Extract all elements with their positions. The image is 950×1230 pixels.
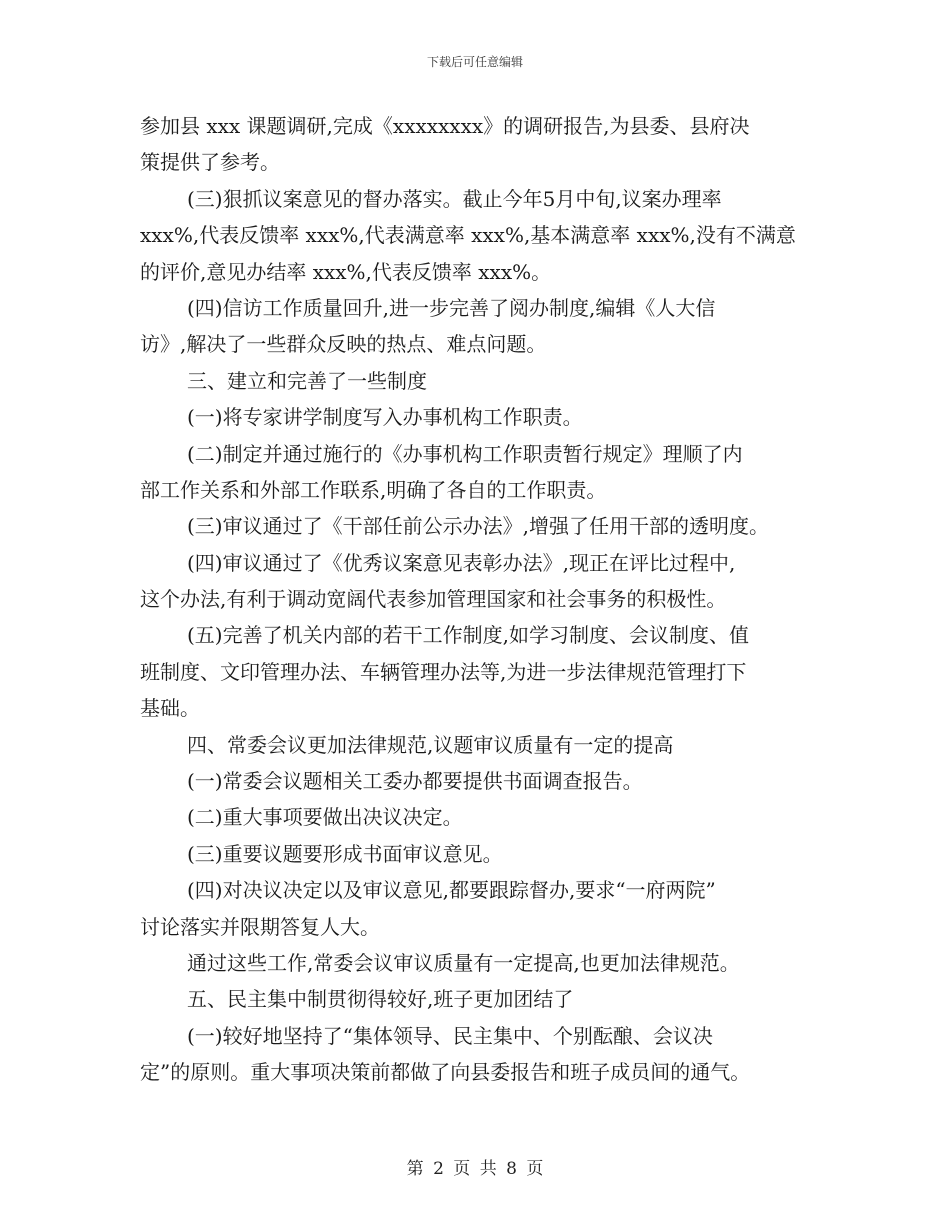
text-line: (五)完善了机关内部的若干工作制度,如学习制度、会议制度、值 — [187, 623, 749, 648]
text-line: (一)常委会议题相关工委办都要提供书面调查报告。 — [187, 769, 643, 794]
text-line: (三)重要议题要形成书面审议意见。 — [187, 841, 503, 866]
text-line: 部工作关系和外部工作联系,明确了各自的工作职责。 — [140, 477, 607, 502]
document-body — [140, 108, 830, 1091]
page-footer: 第 2 页 共 8 页 — [406, 1159, 544, 1179]
text-line: 三、建立和完善了一些制度 — [187, 368, 427, 393]
text-line: 四、常委会议更加法律规范,议题审议质量有一定的提高 — [187, 732, 674, 757]
text-line: 班制度、文印管理办法、车辆管理办法等,为进一步法律规范管理打下 — [140, 659, 747, 684]
text-line: (二)重大事项要做出决议决定。 — [187, 805, 463, 830]
text-line: (四)审议通过了《优秀议案意见表彰办法》,现正在评比过程中, — [187, 550, 736, 575]
text-line: 基础。 — [140, 696, 200, 721]
text-line: 定”的原则。重大事项决策前都做了向县委报告和班子成员间的通气。 — [140, 1060, 751, 1085]
text-line: (三)审议通过了《干部任前公示办法》,增强了任用干部的透明度。 — [187, 514, 769, 539]
text-line: (一)将专家讲学制度写入办事机构工作职责。 — [187, 405, 583, 430]
text-line: 访》,解决了一些群众反映的热点、难点问题。 — [140, 332, 547, 357]
text-line: 这个办法,有利于调动宽阔代表参加管理国家和社会事务的积极性。 — [140, 587, 727, 612]
text-line: 五、民主集中制贯彻得较好,班子更加团结了 — [187, 987, 574, 1012]
text-line: 策提供了参考。 — [140, 150, 280, 175]
text-line: (四)对决议决定以及审议意见,都要跟踪督办,要求“一府两院” — [187, 878, 716, 903]
text-line: 讨论落实并限期答复人大。 — [140, 914, 380, 939]
page-header: 下载后可任意编辑 — [426, 55, 523, 69]
text-line: (三)狠抓议案意见的督办落实。截止今年5月中旬,议案办理率 — [187, 186, 722, 211]
text-line: (二)制定并通过施行的《办事机构工作职责暂行规定》理顺了内 — [187, 441, 743, 466]
text-line: 通过这些工作,常委会议审议质量有一定提高,也更加法律规范。 — [187, 950, 740, 975]
text-line: (四)信访工作质量回升,进一步完善了阅办制度,编辑《人大信 — [187, 295, 716, 320]
text-line: 参加县 xxx 课题调研,完成《xxxxxxxx》的调研报告,为县委、县府决 — [140, 114, 750, 138]
text-line: 的评价,意见办结率 xxx%,代表反馈率 xxx%。 — [140, 259, 552, 284]
text-line: (一)较好地坚持了“集体领导、民主集中、个别酝酿、会议决 — [187, 1023, 713, 1048]
text-line: xxx%,代表反馈率 xxx%,代表满意率 xxx%,基本满意率 xxx%,没有不满意 — [140, 223, 796, 248]
